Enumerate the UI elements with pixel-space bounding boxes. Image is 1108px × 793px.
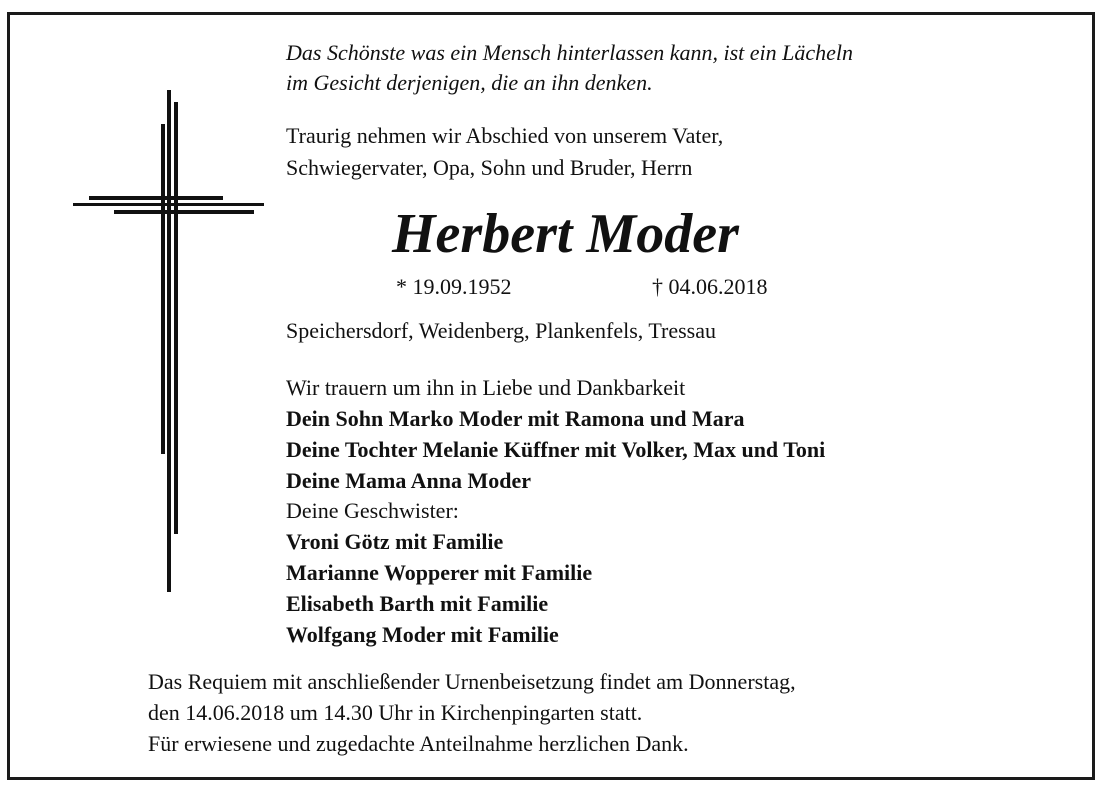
quote-line-2: im Gesicht derjenigen, die an ihn denken. [286, 70, 653, 95]
sibling: Wolfgang Moder mit Familie [286, 622, 559, 647]
sibling: Marianne Wopperer mit Familie [286, 560, 593, 585]
sibling: Elisabeth Barth mit Familie [286, 591, 549, 616]
places: Speichersdorf, Weidenberg, Plankenfels, Tressau [286, 318, 717, 343]
sibling: Vroni Götz mit Familie [286, 529, 504, 554]
requiem-line-1: Das Requiem mit anschließender Urnenbeisetzung findet am Donnerstag, [148, 669, 796, 694]
family-member: Deine Mama Anna Moder [286, 468, 532, 493]
deceased-name: Herbert Moder [392, 203, 739, 265]
family-member: Dein Sohn Marko Moder mit Ramona und Mara [286, 406, 745, 431]
death-date: † 04.06.2018 [652, 274, 768, 299]
intro-line-1: Traurig nehmen wir Abschied von unserem Vater, [286, 123, 724, 148]
birth-date: * 19.09.1952 [396, 274, 512, 299]
mourners-intro: Wir trauern um ihn in Liebe und Dankbarkeit [286, 375, 686, 400]
quote-line-1: Das Schönste was ein Mensch hinterlassen kann, ist ein Lächeln [286, 40, 854, 65]
thanks-line: Für erwiesene und zugedachte Anteilnahme herzlichen Dank. [148, 731, 689, 756]
intro-line-2: Schwiegervater, Opa, Sohn und Bruder, Herrn [286, 155, 693, 180]
siblings-label: Deine Geschwister: [286, 498, 459, 523]
requiem-line-2: den 14.06.2018 um 14.30 Uhr in Kirchenpingarten statt. [148, 700, 643, 725]
family-member: Deine Tochter Melanie Küffner mit Volker, Max und Toni [286, 437, 826, 462]
